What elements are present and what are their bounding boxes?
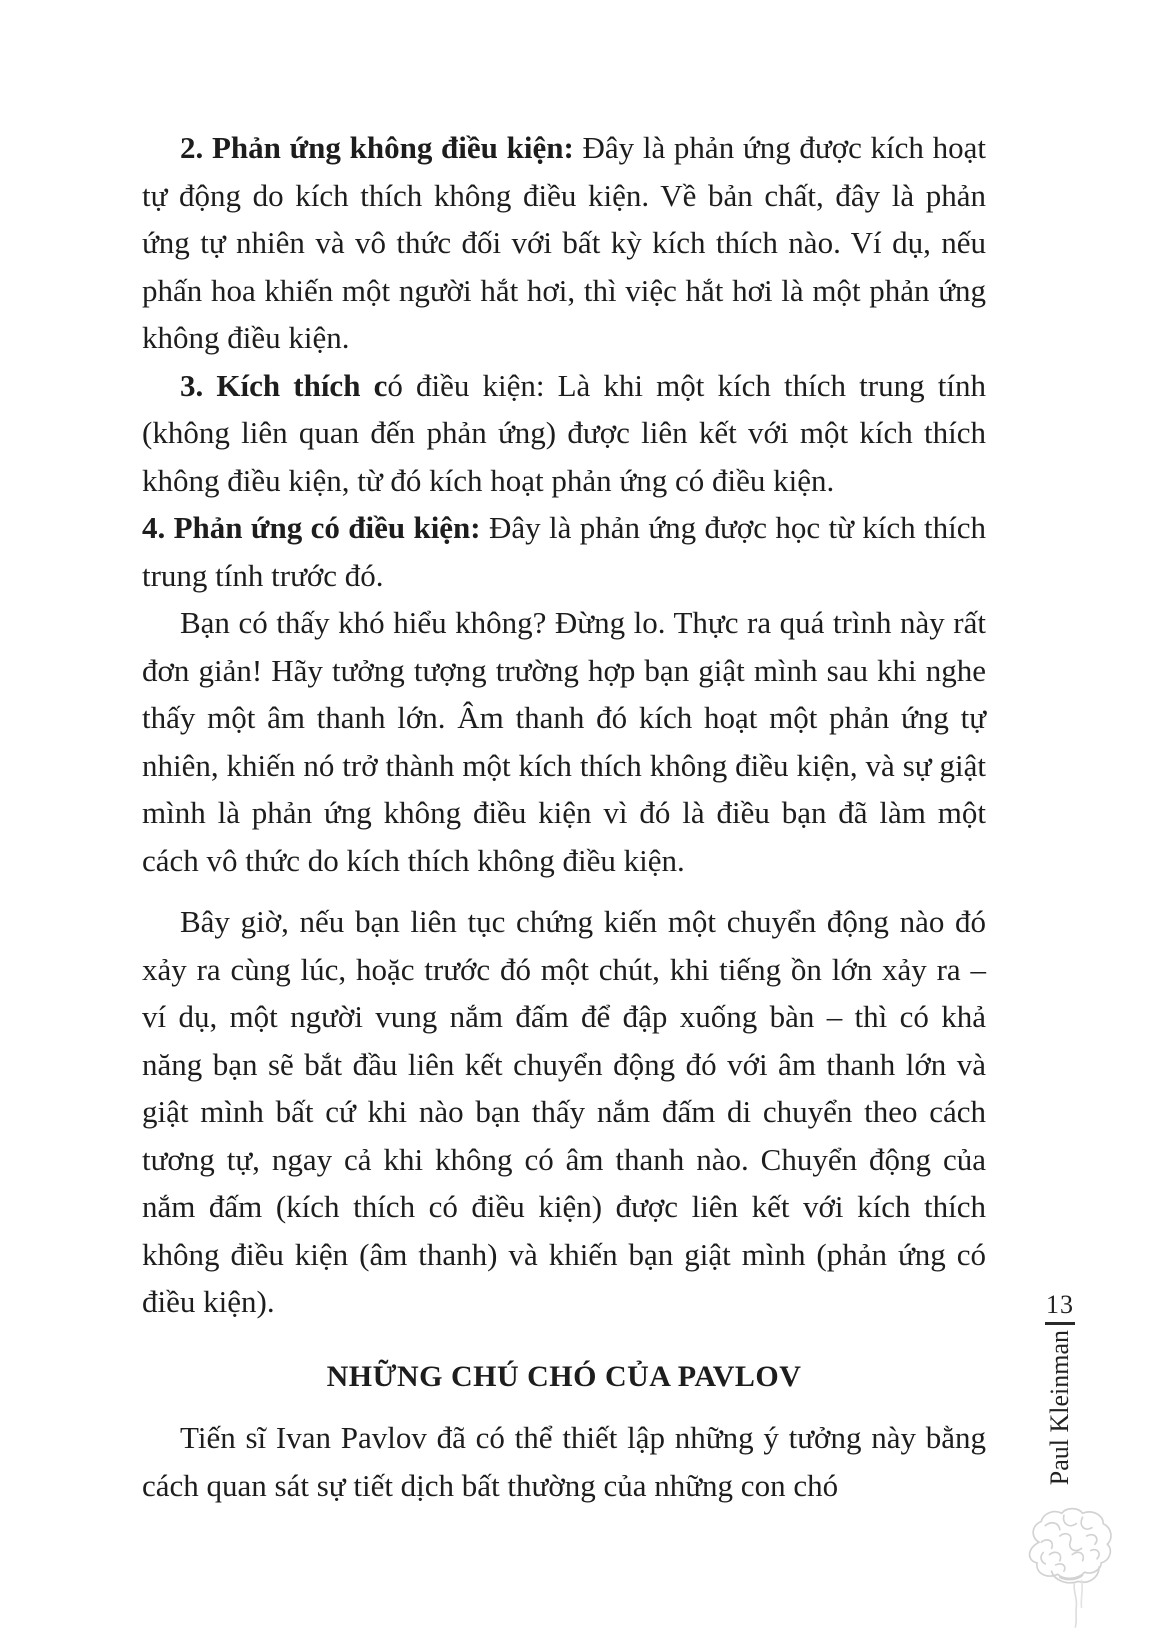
page-number: 13	[1046, 1290, 1074, 1319]
definition-2-body: Đây là phản ứng được kích hoạt tự động do kích thích không điều kiện. Về bản chất, đây là phản ứng tự nhiên và vô thức đối với bất kỳ kích thích nào. Ví dụ, nếu phấn hoa khiến một người hắt hơi, thì việc hắt hơi là một phản ứng không điều kiện.	[142, 130, 987, 355]
spine-divider	[1045, 1322, 1075, 1325]
body-text-column	[142, 124, 986, 1509]
definition-4-term: 4. Phản ứng có điều kiện:	[142, 510, 481, 545]
brain-icon	[1014, 1505, 1118, 1629]
paragraph-closing-text: Tiến sĩ Ivan Pavlov đã có thể thiết lập những ý tưởng này bằng cách quan sát sự tiết dịch bất thường của những con chó	[142, 1420, 986, 1503]
definition-4-conditioned-response	[142, 504, 986, 599]
paragraph-explanation	[142, 599, 986, 884]
paragraph-explanation-text: Bạn có thấy khó hiểu không? Đừng lo. Thực ra quá trình này rất đơn giản! Hãy tưởng tượng trường hợp bạn giật mình sau khi nghe thấy một âm thanh lớn. Âm thanh đó kích hoạt một phản ứng tự nhiên, khiến nó trở thành một kích thích không điều kiện, và sự giật mình là phản ứng không điều kiện vì đó là điều bạn đã làm một cách vô thức do kích thích không điều kiện.	[142, 605, 986, 878]
spine-author-name: Paul Kleinman	[1045, 1329, 1074, 1486]
definition-4-body: Đây là phản ứng được học từ kích thích trung tính trước đó.	[142, 510, 986, 593]
paragraph-closing	[142, 1414, 986, 1509]
definition-3-body: ó điều kiện: Là khi một kích thích trung tính (không liên quan đến phản ứng) được liên kết với một kích thích không điều kiện, từ đó kích hoạt phản ứng có điều kiện.	[142, 367, 986, 498]
definition-3-term: 3. Kích thích c	[180, 367, 388, 403]
paragraph-example	[142, 898, 986, 1326]
definition-3-conditioned-stimulus	[142, 362, 986, 505]
definition-2-term: 2. Phản ứng không điều kiện:	[180, 130, 574, 165]
definition-2-unconditioned-response	[142, 124, 986, 362]
paragraph-example-text: Bây giờ, nếu bạn liên tục chứng kiến một chuyển động nào đó xảy ra cùng lúc, hoặc trước đó một chút, khi tiếng ồn lớn xảy ra – ví dụ, một người vung nắm đấm để đập xuống bàn – thì có khả năng bạn sẽ bắt đầu liên kết chuyển động đó với âm thanh lớn và giật mình bất cứ khi nào bạn thấy nắm đấm di chuyển theo cách tương tự, ngay cả khi không có âm thanh nào. Chuyển động của nắm đấm (kích thích có điều kiện) được liên kết với kích thích không điều kiện (âm thanh) và khiến bạn giật mình (phản ứng có điều kiện).	[142, 904, 986, 1319]
section-heading-pavlovs-dogs: NHỮNG CHÚ CHÓ CỦA PAVLOV	[326, 1359, 802, 1393]
page-spine	[1031, 1291, 1089, 1485]
